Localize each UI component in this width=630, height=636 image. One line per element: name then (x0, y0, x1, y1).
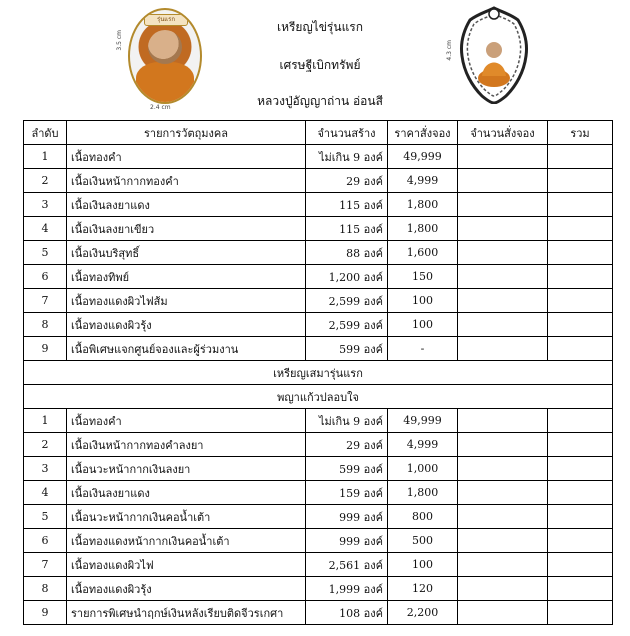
sema-medal-icon (458, 6, 530, 104)
row-number: 9 (24, 337, 67, 361)
item-price: 1,000 (388, 457, 458, 481)
table-row (24, 457, 613, 481)
item-name: รายการพิเศษนำฤกษ์เงินหลังเรียบติดจีวรเกศา (67, 601, 306, 625)
row-number: 3 (24, 457, 67, 481)
row-number: 1 (24, 409, 67, 433)
row-number: 5 (24, 241, 67, 265)
row-number: 6 (24, 265, 67, 289)
order-qty-cell[interactable] (458, 265, 548, 289)
item-price: 800 (388, 505, 458, 529)
item-qty: 2,599 องค์ (306, 289, 388, 313)
item-name: เนื้อทองทิพย์ (67, 265, 306, 289)
row-number: 2 (24, 169, 67, 193)
table-row (24, 505, 613, 529)
item-qty: 999 องค์ (306, 505, 388, 529)
order-qty-cell[interactable] (458, 553, 548, 577)
total-cell (548, 337, 613, 361)
table-row (24, 481, 613, 505)
total-cell (548, 481, 613, 505)
price-table (23, 120, 613, 625)
item-name: เนื้อพิเศษแจกศูนย์จองและผู้ร่วมงาน (67, 337, 306, 361)
item-price: 1,800 (388, 193, 458, 217)
table-row (24, 313, 613, 337)
total-cell (548, 313, 613, 337)
item-name: เนื้อทองแดงหน้ากากเงินคอน้ำเต้า (67, 529, 306, 553)
order-qty-cell[interactable] (458, 457, 548, 481)
item-name: เนื้อเงินหน้ากากทองคำ (67, 169, 306, 193)
row-number: 7 (24, 553, 67, 577)
item-qty: 29 องค์ (306, 169, 388, 193)
row-number: 2 (24, 433, 67, 457)
item-price: 120 (388, 577, 458, 601)
col-header-price: ราคาสั่งจอง (388, 121, 458, 145)
item-name: เนื้อทองคำ (67, 145, 306, 169)
header (0, 0, 630, 118)
order-qty-cell[interactable] (458, 145, 548, 169)
total-cell (548, 169, 613, 193)
item-price: 100 (388, 313, 458, 337)
left-medal-height-label: 3.5 cm (116, 30, 123, 51)
item-price: - (388, 337, 458, 361)
item-name: เนื้อทองแดงผิวไฟส้ม (67, 289, 306, 313)
order-qty-cell[interactable] (458, 409, 548, 433)
item-price: 1,600 (388, 241, 458, 265)
row-number: 7 (24, 289, 67, 313)
col-header-total: รวม (548, 121, 613, 145)
table-row (24, 577, 613, 601)
col-header-order-qty: จำนวนสั่งจอง (458, 121, 548, 145)
item-name: เนื้อเงินลงยาเขียว (67, 217, 306, 241)
section2-title-1: เหรียญเสมารุ่นแรก (24, 361, 613, 385)
table-row (24, 433, 613, 457)
item-qty: 2,599 องค์ (306, 313, 388, 337)
order-qty-cell[interactable] (458, 529, 548, 553)
total-cell (548, 241, 613, 265)
item-name: เนื้อนวะหน้ากากเงินลงยา (67, 457, 306, 481)
table-row (24, 289, 613, 313)
table-row (24, 241, 613, 265)
total-cell (548, 217, 613, 241)
item-qty: 1,200 องค์ (306, 265, 388, 289)
item-price: 1,800 (388, 481, 458, 505)
item-price: 100 (388, 289, 458, 313)
total-cell (548, 433, 613, 457)
total-cell (548, 145, 613, 169)
item-price: 4,999 (388, 433, 458, 457)
item-price: 500 (388, 529, 458, 553)
item-name: เนื้อเงินบริสุทธิ์ (67, 241, 306, 265)
row-number: 8 (24, 577, 67, 601)
item-price: 49,999 (388, 145, 458, 169)
item-price: 2,200 (388, 601, 458, 625)
total-cell (548, 289, 613, 313)
section-title-row (24, 385, 613, 409)
order-qty-cell[interactable] (458, 577, 548, 601)
left-medal-ribbon: รุ่นแรก (144, 14, 188, 26)
col-header-qty: จำนวนสร้าง (306, 121, 388, 145)
item-price: 49,999 (388, 409, 458, 433)
section-title-row (24, 361, 613, 385)
item-qty: 88 องค์ (306, 241, 388, 265)
order-qty-cell[interactable] (458, 169, 548, 193)
table-row (24, 337, 613, 361)
table-header-row (24, 121, 613, 145)
table-row (24, 193, 613, 217)
row-number: 5 (24, 505, 67, 529)
col-header-no: ลำดับ (24, 121, 67, 145)
item-name: เนื้อทองคำ (67, 409, 306, 433)
item-qty: ไม่เกิน 9 องค์ (306, 145, 388, 169)
header-title-3: หลวงปู่อัญญาถ่าน อ่อนสี (257, 94, 383, 108)
left-medal-image (128, 8, 202, 104)
total-cell (548, 457, 613, 481)
item-name: เนื้อเงินลงยาแดง (67, 481, 306, 505)
order-qty-cell[interactable] (458, 601, 548, 625)
right-medal-image (458, 6, 530, 104)
order-qty-cell[interactable] (458, 193, 548, 217)
item-price: 4,999 (388, 169, 458, 193)
item-price: 150 (388, 265, 458, 289)
item-name: เนื้อทองแดงผิวไฟ (67, 553, 306, 577)
item-name: เนื้อทองแดงผิวรุ้ง (67, 313, 306, 337)
order-qty-cell[interactable] (458, 217, 548, 241)
item-price: 1,800 (388, 217, 458, 241)
total-cell (548, 505, 613, 529)
order-qty-cell[interactable] (458, 313, 548, 337)
table-row (24, 217, 613, 241)
header-title-1: เหรียญไข่รุ่นแรก (276, 20, 364, 34)
item-qty: ไม่เกิน 9 องค์ (306, 409, 388, 433)
table-row (24, 529, 613, 553)
total-cell (548, 577, 613, 601)
row-number: 9 (24, 601, 67, 625)
table-row (24, 409, 613, 433)
row-number: 4 (24, 217, 67, 241)
total-cell (548, 193, 613, 217)
table-row (24, 553, 613, 577)
order-qty-cell[interactable] (458, 337, 548, 361)
total-cell (548, 601, 613, 625)
item-qty: 1,999 องค์ (306, 577, 388, 601)
table-row (24, 265, 613, 289)
table-row (24, 601, 613, 625)
monk-face (148, 30, 182, 64)
item-qty: 108 องค์ (306, 601, 388, 625)
left-medal-width-label: 2.4 cm (150, 104, 171, 111)
row-number: 4 (24, 481, 67, 505)
item-qty: 29 องค์ (306, 433, 388, 457)
total-cell (548, 409, 613, 433)
item-name: เนื้อทองแดงผิวรุ้ง (67, 577, 306, 601)
item-qty: 599 องค์ (306, 337, 388, 361)
item-qty: 159 องค์ (306, 481, 388, 505)
total-cell (548, 529, 613, 553)
total-cell (548, 553, 613, 577)
order-qty-cell[interactable] (458, 289, 548, 313)
section2-title-2: พญาแก้วปลอบใจ (24, 385, 613, 409)
row-number: 6 (24, 529, 67, 553)
row-number: 8 (24, 313, 67, 337)
item-qty: 115 องค์ (306, 193, 388, 217)
item-name: เนื้อเงินหน้ากากทองคำลงยา (67, 433, 306, 457)
total-cell (548, 265, 613, 289)
item-qty: 115 องค์ (306, 217, 388, 241)
item-name: เนื้อเงินลงยาแดง (67, 193, 306, 217)
order-qty-cell[interactable] (458, 481, 548, 505)
header-title-2: เศรษฐีเบิกทรัพย์ (279, 58, 361, 72)
col-header-item: รายการวัตถุมงคล (67, 121, 306, 145)
table-row (24, 169, 613, 193)
order-qty-cell[interactable] (458, 241, 548, 265)
right-medal-height-label: 4.3 cm (446, 40, 453, 61)
item-price: 100 (388, 553, 458, 577)
order-qty-cell[interactable] (458, 433, 548, 457)
item-qty: 2,561 องค์ (306, 553, 388, 577)
item-name: เนื้อนวะหน้ากากเงินคอน้ำเต้า (67, 505, 306, 529)
item-qty: 999 องค์ (306, 529, 388, 553)
item-qty: 599 องค์ (306, 457, 388, 481)
order-qty-cell[interactable] (458, 505, 548, 529)
row-number: 1 (24, 145, 67, 169)
table-row (24, 145, 613, 169)
row-number: 3 (24, 193, 67, 217)
robe-shape (136, 62, 194, 102)
